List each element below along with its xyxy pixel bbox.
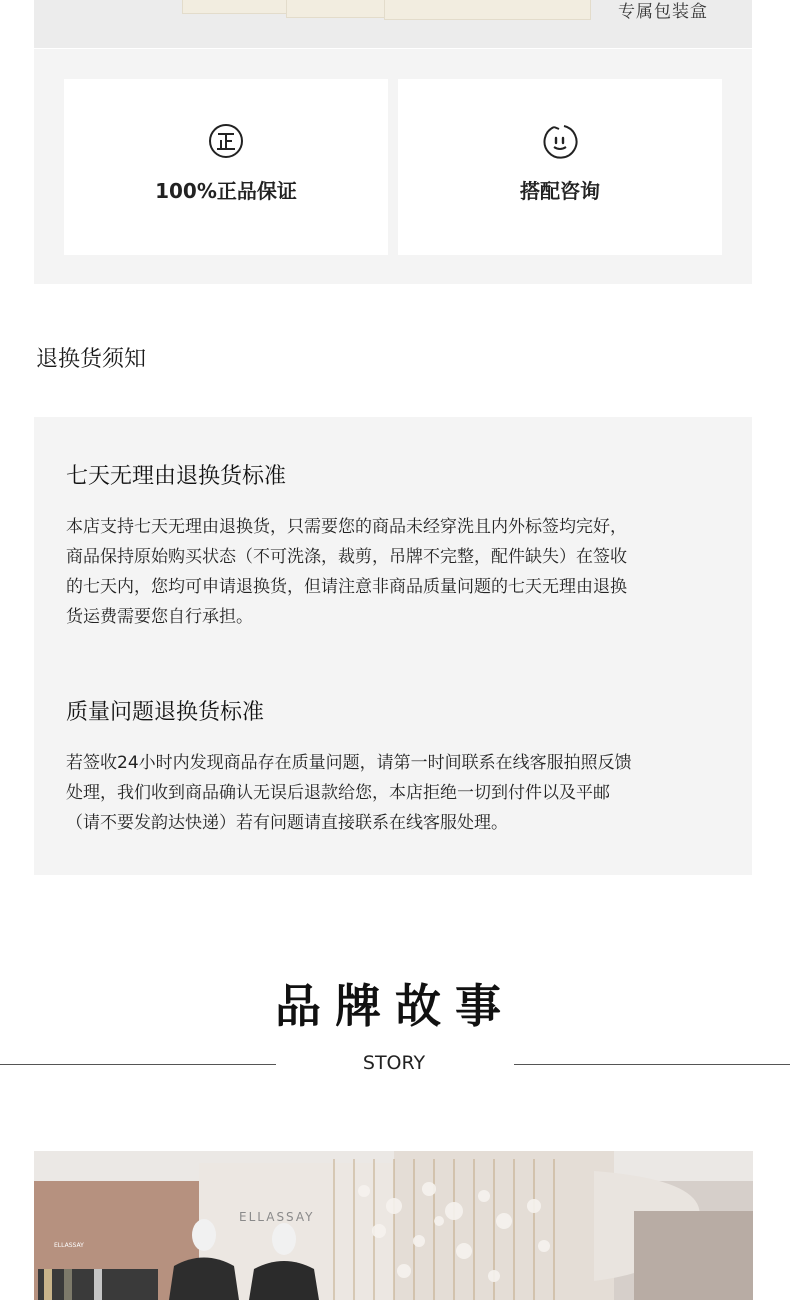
packaging-image [34,0,752,48]
returns-panel [34,417,752,875]
store-sign-text: ELLASSAY [239,1210,315,1224]
guarantee-label: 100%正品保证 [155,179,297,203]
packaging-label: 专属包装盒 [618,2,708,22]
guarantee-card-authentic [64,79,388,255]
store-sign-text: ELLASSAY [54,1242,84,1249]
chat-smile-icon [542,123,578,159]
body-line: 商品保持原始购买状态（不可洗涤，裁剪，吊牌不完整，配件缺失）在签收 [66,547,627,567]
store-photo [34,1151,753,1300]
gift-box-shape [182,0,294,14]
gift-box-shape [286,0,388,18]
body-line: 若签收24小时内发现商品存在质量问题，请第一时间联系在线客服拍照反馈 [66,753,632,773]
body-line: 处理，我们收到商品确认无误后退款给您，本店拒绝一切到付件以及平邮 [66,783,610,803]
divider-line [514,1064,790,1065]
body-line: 货运费需要您自行承担。 [66,607,253,627]
body-line: 的七天内，您均可申请退换货，但请注意非商品质量问题的七天无理由退换 [66,577,627,597]
seven-day-body [66,512,730,632]
story-title: 品牌故事 [275,979,515,1033]
guarantee-label: 搭配咨询 [520,179,600,203]
zheng-badge-icon [208,123,244,159]
returns-heading: 退换货须知 [36,347,147,372]
store-interior-illustration [34,1151,753,1300]
guarantee-panel [34,49,752,284]
body-line: 本店支持七天无理由退换货，只需要您的商品未经穿洗且内外标签均完好， [66,517,627,537]
body-line: （请不要发韵达快递）若有问题请直接联系在线客服处理。 [66,813,508,833]
divider-line [0,1064,276,1065]
story-subtitle: STORY [362,1052,426,1074]
seven-day-title: 七天无理由退换货标准 [66,464,287,489]
guarantee-card-styling [398,79,722,255]
quality-body [66,748,730,838]
quality-title: 质量问题退换货标准 [66,700,265,725]
gift-box-shape [384,0,591,20]
